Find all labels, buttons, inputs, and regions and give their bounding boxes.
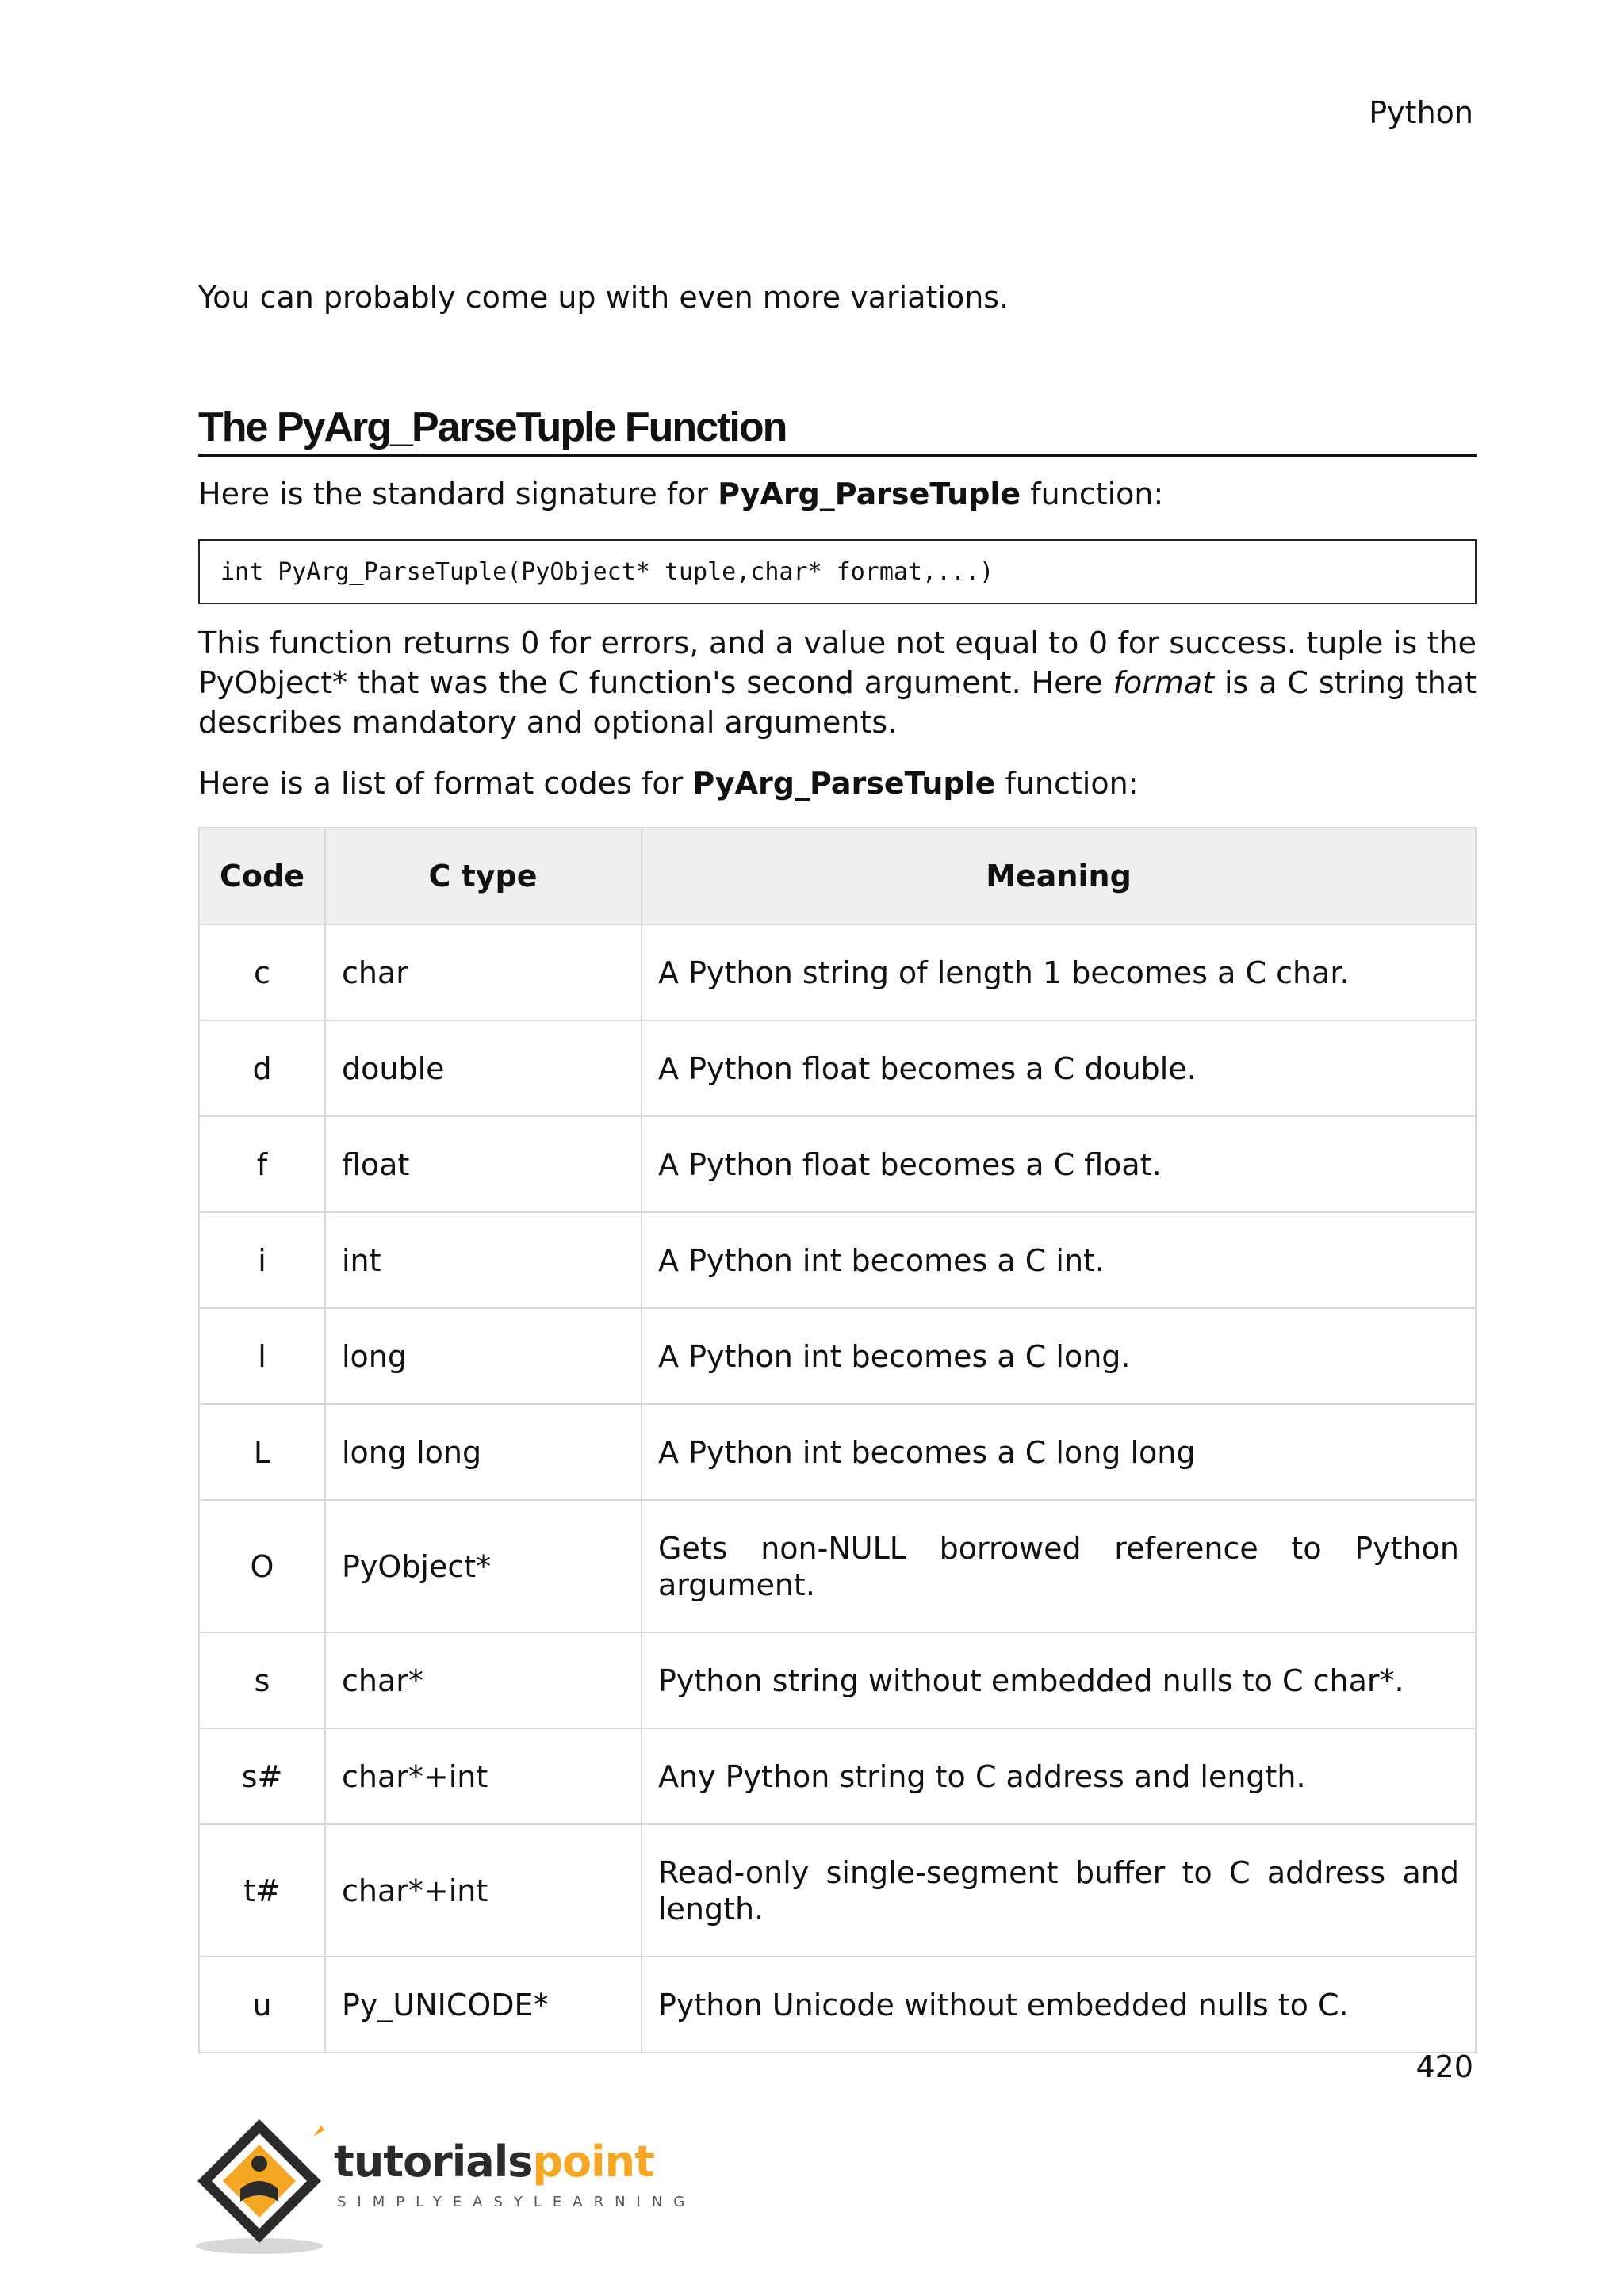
code-signature: int PyArg_ParseTuple(PyObject* tuple,char* format,...) <box>220 557 994 586</box>
cell-ctype: char* <box>325 1632 642 1728</box>
cell-meaning: A Python int becomes a C int. <box>642 1212 1476 1308</box>
running-header: Python <box>1369 95 1473 130</box>
cell-code: u <box>199 1957 325 2053</box>
table-header-row <box>199 828 1476 924</box>
table-row <box>199 924 1476 1020</box>
tutorialspoint-logo <box>194 2113 696 2256</box>
code-block <box>198 539 1477 604</box>
list-intro <box>198 763 1477 803</box>
page-number: 420 <box>1415 2049 1473 2084</box>
cell-meaning: A Python int becomes a C long. <box>642 1308 1476 1404</box>
cell-code: l <box>199 1308 325 1404</box>
list-suffix: function: <box>995 766 1139 801</box>
cell-code: O <box>199 1500 325 1632</box>
signature-suffix: function: <box>1021 476 1164 511</box>
cell-meaning: A Python int becomes a C long long <box>642 1404 1476 1500</box>
logo-wordmark <box>334 2137 654 2187</box>
cell-meaning: Python string without embedded nulls to C char*. <box>642 1632 1476 1728</box>
list-function-name: PyArg_ParseTuple <box>692 766 996 801</box>
description-part2: is a C string that describes mandatory and optional arguments. <box>198 665 1477 740</box>
description-part1: This function returns 0 for errors, and a value not equal to 0 for success. tuple is the PyObject* that was the C function's second argument. Here <box>198 626 1477 700</box>
signature-intro <box>198 474 1477 514</box>
cell-ctype: long long <box>325 1404 642 1500</box>
cell-ctype: Py_UNICODE* <box>325 1957 642 2053</box>
cell-code: s# <box>199 1728 325 1824</box>
table-row <box>199 1500 1476 1632</box>
cell-ctype: PyObject* <box>325 1500 642 1632</box>
cell-code: d <box>199 1020 325 1116</box>
cell-meaning: A Python float becomes a C double. <box>642 1020 1476 1116</box>
cell-meaning: A Python float becomes a C float. <box>642 1116 1476 1212</box>
page-content <box>198 277 1477 2053</box>
table-row <box>199 1212 1476 1308</box>
signature-prefix: Here is the standard signature for <box>198 476 718 511</box>
cell-ctype: char*+int <box>325 1824 642 1957</box>
cell-meaning: A Python string of length 1 becomes a C char. <box>642 924 1476 1020</box>
cell-ctype: int <box>325 1212 642 1308</box>
cell-ctype: double <box>325 1020 642 1116</box>
cell-code: f <box>199 1116 325 1212</box>
table-row <box>199 1308 1476 1404</box>
header-code: Code <box>199 828 325 924</box>
cell-meaning: Any Python string to C address and length. <box>642 1728 1476 1824</box>
table-row <box>199 1824 1476 1957</box>
table-row <box>199 1957 1476 2053</box>
cell-code: t# <box>199 1824 325 1957</box>
intro-paragraph: You can probably come up with even more variations. <box>198 280 1009 315</box>
cell-ctype: long <box>325 1308 642 1404</box>
logo-word-accent: point <box>532 2137 654 2187</box>
cell-meaning: Gets non-NULL borrowed reference to Python argument. <box>642 1500 1476 1632</box>
cell-code: c <box>199 924 325 1020</box>
header-meaning: Meaning <box>642 828 1476 924</box>
section-heading: The PyArg_ParseTuple Function <box>198 400 1477 457</box>
format-codes-table <box>198 827 1477 2053</box>
cell-code: s <box>199 1632 325 1728</box>
header-ctype: C type <box>325 828 642 924</box>
cell-meaning: Python Unicode without embedded nulls to C. <box>642 1957 1476 2053</box>
table-row <box>199 1116 1476 1212</box>
table-row <box>199 1728 1476 1824</box>
logo-diamond-icon <box>194 2113 333 2256</box>
logo-tagline: SIMPLYEASYLEARNING <box>337 2194 696 2210</box>
table-row <box>199 1404 1476 1500</box>
list-prefix: Here is a list of format codes for <box>198 766 693 801</box>
cell-code: L <box>199 1404 325 1500</box>
table-row <box>199 1632 1476 1728</box>
logo-word-main: tutorials <box>334 2137 533 2187</box>
cell-meaning: Read-only single-segment buffer to C address and length. <box>642 1824 1476 1957</box>
cell-code: i <box>199 1212 325 1308</box>
description-italic: format <box>1113 665 1215 700</box>
cell-ctype: char*+int <box>325 1728 642 1824</box>
cell-ctype: char <box>325 924 642 1020</box>
cell-ctype: float <box>325 1116 642 1212</box>
signature-function-name: PyArg_ParseTuple <box>718 476 1021 511</box>
description-paragraph <box>198 623 1477 742</box>
table-row <box>199 1020 1476 1116</box>
